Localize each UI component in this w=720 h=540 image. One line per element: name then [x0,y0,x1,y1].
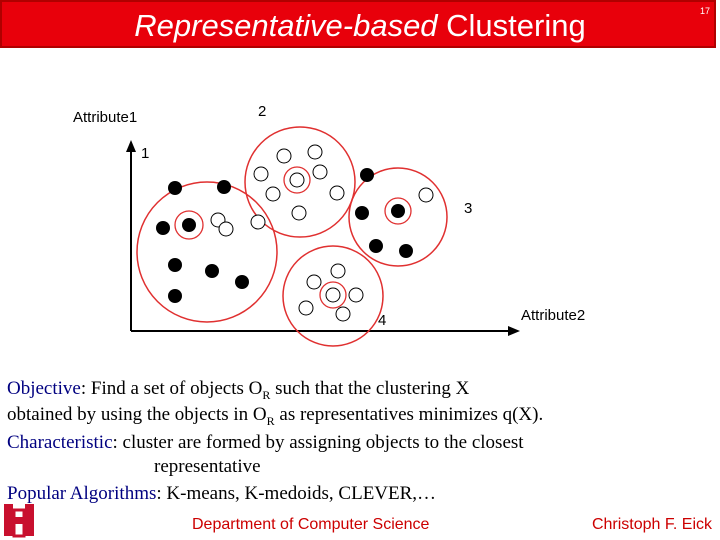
cluster-label-2: 2 [258,103,267,120]
cluster-label-3: 3 [464,200,473,217]
hollow-point [277,149,291,163]
filled-point [182,218,196,232]
department-label: Department of Computer Science [192,516,430,533]
title-italic: Representative-based [134,8,438,43]
x-axis-arrow [508,326,520,336]
hollow-point [290,173,304,187]
hollow-point [254,167,268,181]
filled-point [391,204,405,218]
filled-point [235,275,249,289]
filled-point [399,244,413,258]
cluster-circle-1 [137,182,277,322]
filled-point [217,180,231,194]
hollow-point [251,215,265,229]
objective-line: Objective: Find a set of objects $O_R$ such that the clustering X [7,378,470,402]
cluster-label-4: 4 [378,312,387,329]
filled-point [168,289,182,303]
filled-point [355,206,369,220]
hollow-point [326,288,340,302]
hollow-point [330,186,344,200]
author-label: Christoph F. Eick [591,516,712,533]
hollow-point [331,264,345,278]
filled-point [205,264,219,278]
page-number: 17 [699,6,710,16]
hollow-point [266,187,280,201]
hollow-point [349,288,363,302]
uh-logo-icon [2,500,36,540]
popular-algorithms-line: Popular Algorithms: K-means, K-medoids, CLEVER,… [7,483,437,504]
filled-point [369,239,383,253]
characteristic-continuation: representative [154,456,261,477]
hollow-point [307,275,321,289]
hollow-point [292,206,306,220]
characteristic-keyword: Characteristic [7,432,113,453]
hollow-point [313,165,327,179]
filled-point [168,258,182,272]
y-axis-label: Attribute1 [73,109,138,126]
objective-line-2: obtained by using the objects in $O_R$ as representatives minimizes q(X). [7,404,544,428]
characteristic-line: Characteristic: cluster are formed by assigning objects to the closest [7,432,524,453]
popular-keyword: Popular Algorithms [7,483,157,504]
x-axis-label: Attribute2 [521,307,586,324]
hollow-point [336,307,350,321]
filled-point [168,181,182,195]
objective-keyword: Objective [7,378,81,399]
hollow-point [419,188,433,202]
hollow-point [299,301,313,315]
title-rest: Clustering [437,8,586,43]
filled-point [360,168,374,182]
filled-point [156,221,170,235]
hollow-point [308,145,322,159]
hollow-point [219,222,233,236]
y-axis-arrow [126,140,136,152]
y-tick-label: 1 [141,145,150,162]
